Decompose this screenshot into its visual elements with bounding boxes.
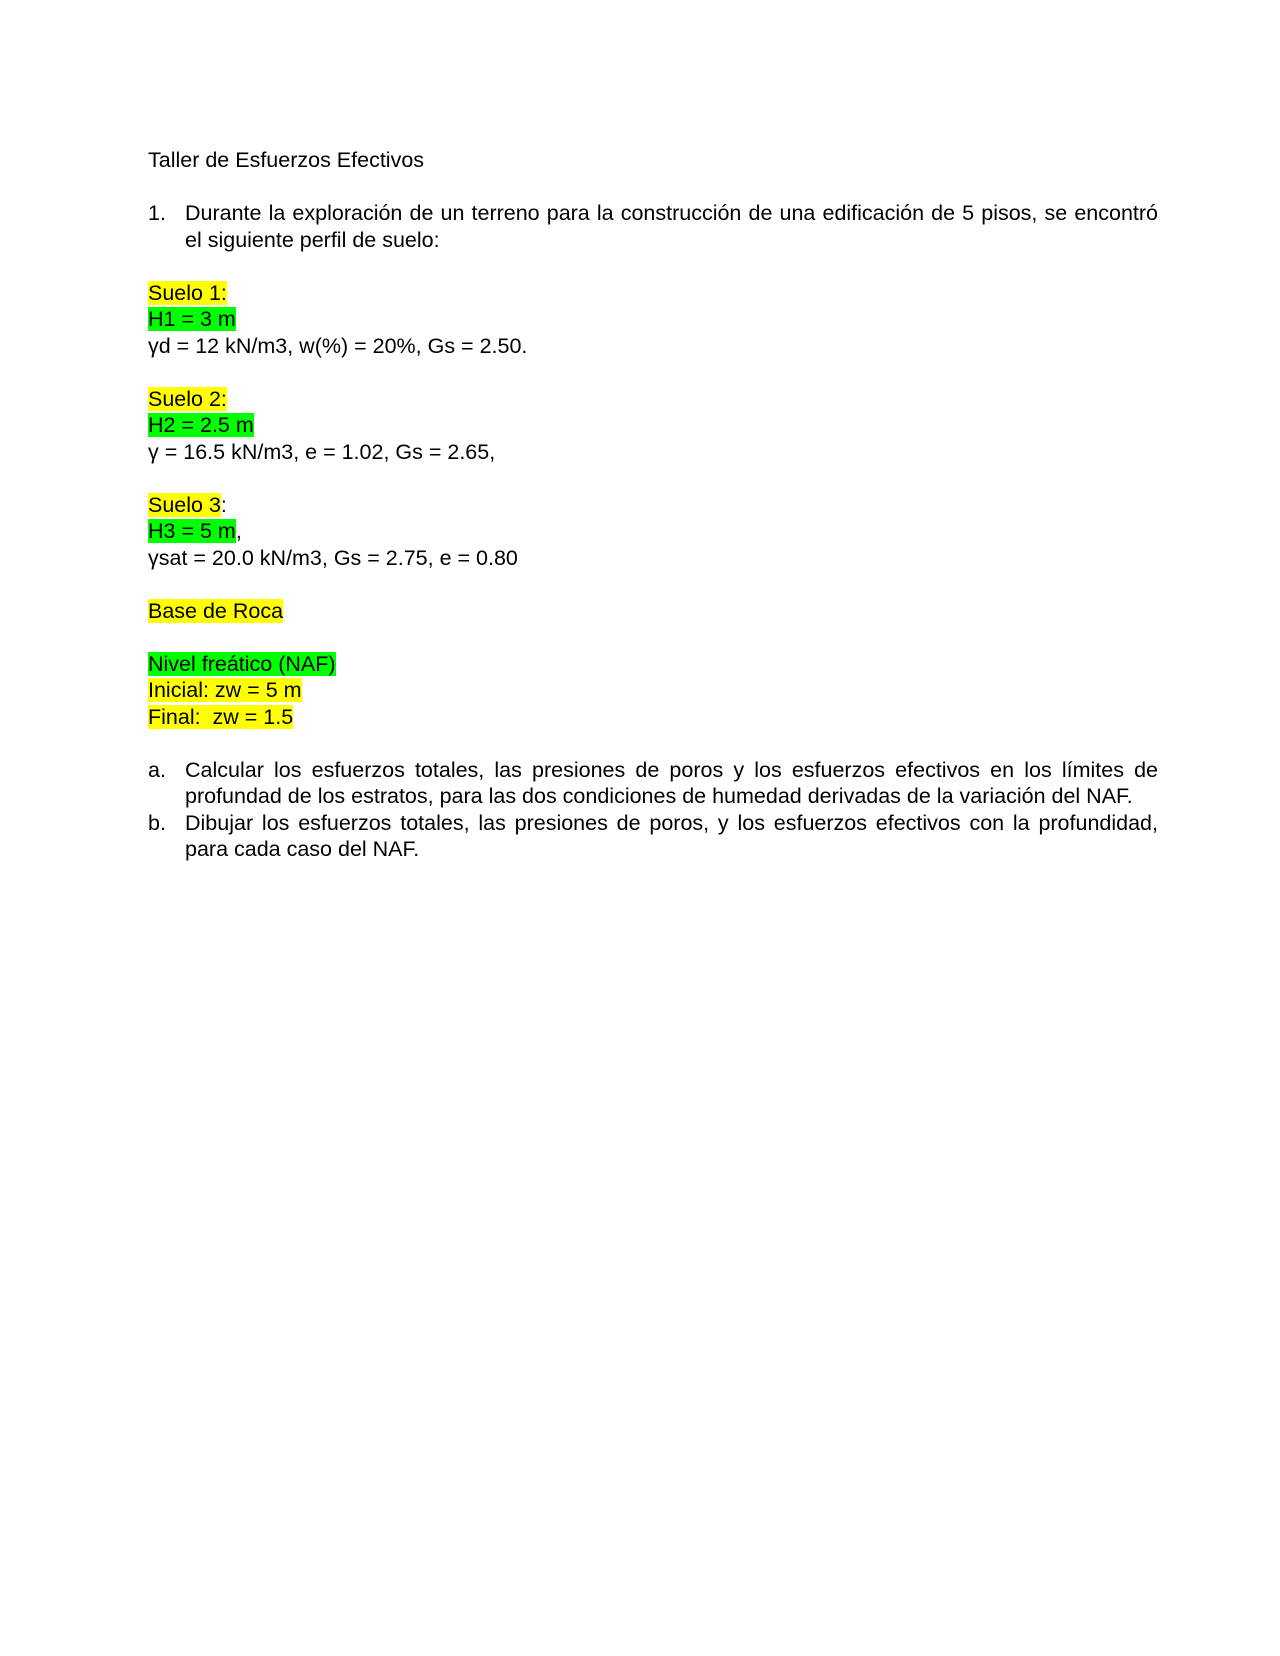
water-table-block xyxy=(148,651,1158,731)
document-page xyxy=(148,147,1158,863)
water-table-initial: Inicial: zw = 5 m xyxy=(148,678,302,702)
question-text: Calcular los esfuerzos totales, las presiones de poros y los esfuerzos efectivos en los límites de profundad de los estratos, para las dos condiciones de humedad derivadas de la variación del NAF. xyxy=(185,757,1158,808)
question-label: a. xyxy=(148,757,166,782)
water-table-title: Nivel freático (NAF) xyxy=(148,651,336,676)
soil-3-height-suffix: , xyxy=(235,519,242,543)
soil-3-name: Suelo 3 xyxy=(148,492,221,517)
soil-3-name-suffix: : xyxy=(220,492,227,517)
water-table-final: Final: zw = 1.5 xyxy=(148,704,294,729)
soil-3-block xyxy=(148,492,1158,572)
problem-text: Durante la exploración de un terreno para la construcción de una edificación de 5 pisos, se encontró el siguiente perfil de suelo: xyxy=(185,201,1158,252)
rock-base-block xyxy=(148,598,1158,625)
question-text: Dibujar los esfuerzos totales, las presiones de poros, y los esfuerzos efectivos con la profundidad, para cada caso del NAF. xyxy=(185,810,1158,861)
soil-1-name: Suelo 1: xyxy=(148,280,227,305)
soil-2-name: Suelo 2: xyxy=(148,386,227,411)
soil-1-properties: γd = 12 kN/m3, w(%) = 20%, Gs = 2.50. xyxy=(148,333,528,358)
document-title: Taller de Esfuerzos Efectivos xyxy=(148,148,425,172)
question-label: b. xyxy=(148,810,166,835)
question-item xyxy=(148,810,1158,863)
soil-1-height: H1 = 3 m xyxy=(148,307,236,331)
rock-base-label: Base de Roca xyxy=(148,598,284,623)
problem-number: 1. xyxy=(148,201,166,225)
soil-1-block xyxy=(148,280,1158,360)
soil-3-height: H3 = 5 m xyxy=(148,519,236,543)
soil-3-properties: γsat = 20.0 kN/m3, Gs = 2.75, e = 0.80 xyxy=(148,545,518,570)
question-item xyxy=(148,757,1158,810)
questions-list xyxy=(148,757,1158,863)
soil-2-properties: γ = 16.5 kN/m3, e = 1.02, Gs = 2.65, xyxy=(148,439,496,464)
problem-statement xyxy=(148,200,1158,253)
soil-2-block xyxy=(148,386,1158,466)
soil-2-height: H2 = 2.5 m xyxy=(148,413,254,437)
